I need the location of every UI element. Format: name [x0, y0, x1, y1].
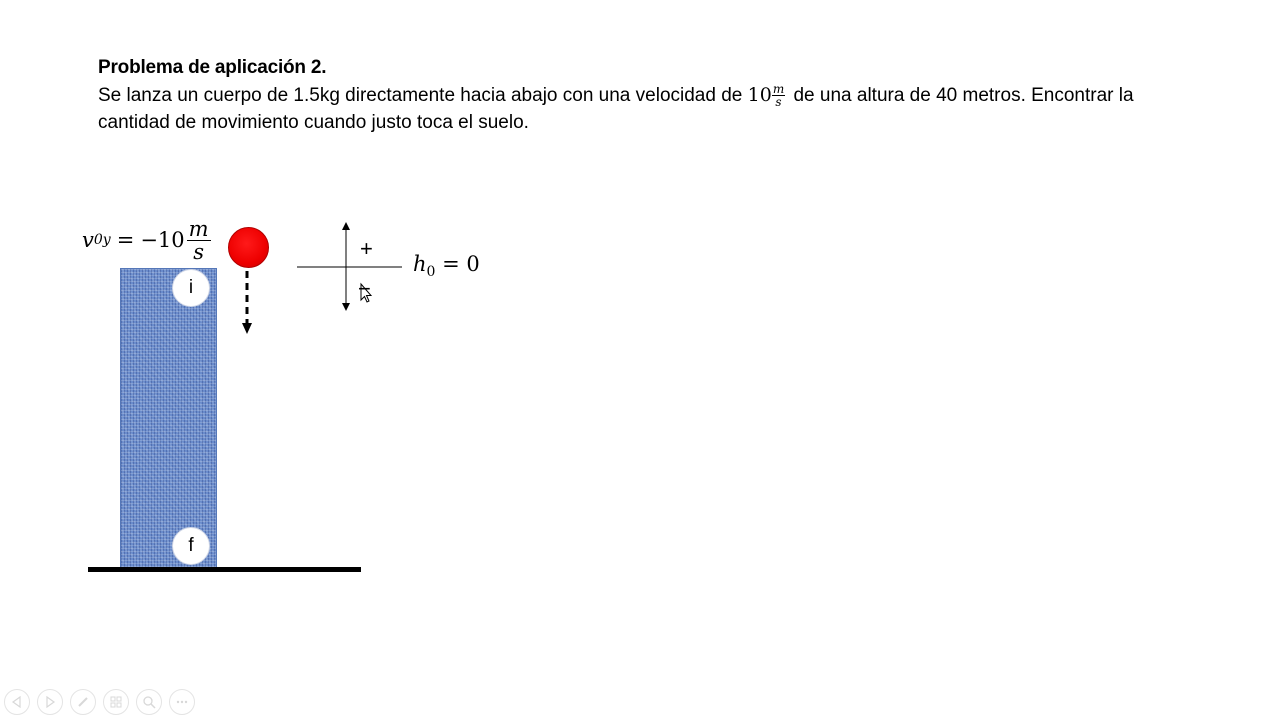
h0-subscript: 0	[426, 264, 436, 280]
speed-value: 10	[747, 84, 772, 106]
problem-title: Problema de aplicación 2.	[98, 57, 327, 78]
slides-icon	[109, 695, 123, 709]
problem-text-before: Se lanza un cuerpo de 1.5kg directamente hacia abajo con una velocidad de	[98, 85, 748, 106]
pen-tool-button[interactable]	[70, 689, 96, 715]
v0-unit-denominator: s	[193, 239, 204, 264]
v0-subscript: 0y	[93, 232, 111, 248]
velocity-arrow-head	[242, 323, 252, 334]
speed-unit-numerator: m	[772, 82, 785, 97]
final-marker-label: f	[188, 535, 194, 556]
initial-marker-label: i	[188, 277, 194, 298]
negative-direction-sign: −	[358, 276, 371, 301]
v0-value: −10	[140, 228, 185, 252]
speed-unit-denominator: s	[775, 95, 782, 110]
pen-icon	[76, 695, 90, 709]
zoom-button[interactable]	[136, 689, 162, 715]
up-arrow-head	[342, 222, 350, 230]
h0-rest: = 0	[435, 252, 480, 276]
down-arrow-head	[342, 303, 350, 311]
more-icon	[175, 695, 189, 709]
see-all-slides-button[interactable]	[103, 689, 129, 715]
more-options-button[interactable]	[169, 689, 195, 715]
previous-icon	[11, 696, 23, 708]
v0-unit-numerator: m	[188, 216, 209, 241]
v0-variable: v	[82, 228, 94, 252]
reference-height-label	[413, 252, 480, 280]
problem-text-after: de una altura de 40 metros. Encontrar la cantidad de movimiento cuando justo toca el suelo.	[98, 85, 1134, 133]
next-slide-button[interactable]	[37, 689, 63, 715]
v0-equals: =	[116, 228, 135, 252]
next-icon	[44, 696, 56, 708]
previous-slide-button[interactable]	[4, 689, 30, 715]
slideshow-toolbar	[4, 689, 195, 715]
h0-variable: h	[413, 252, 427, 276]
positive-direction-sign: +	[360, 236, 373, 261]
zoom-icon	[142, 695, 156, 709]
